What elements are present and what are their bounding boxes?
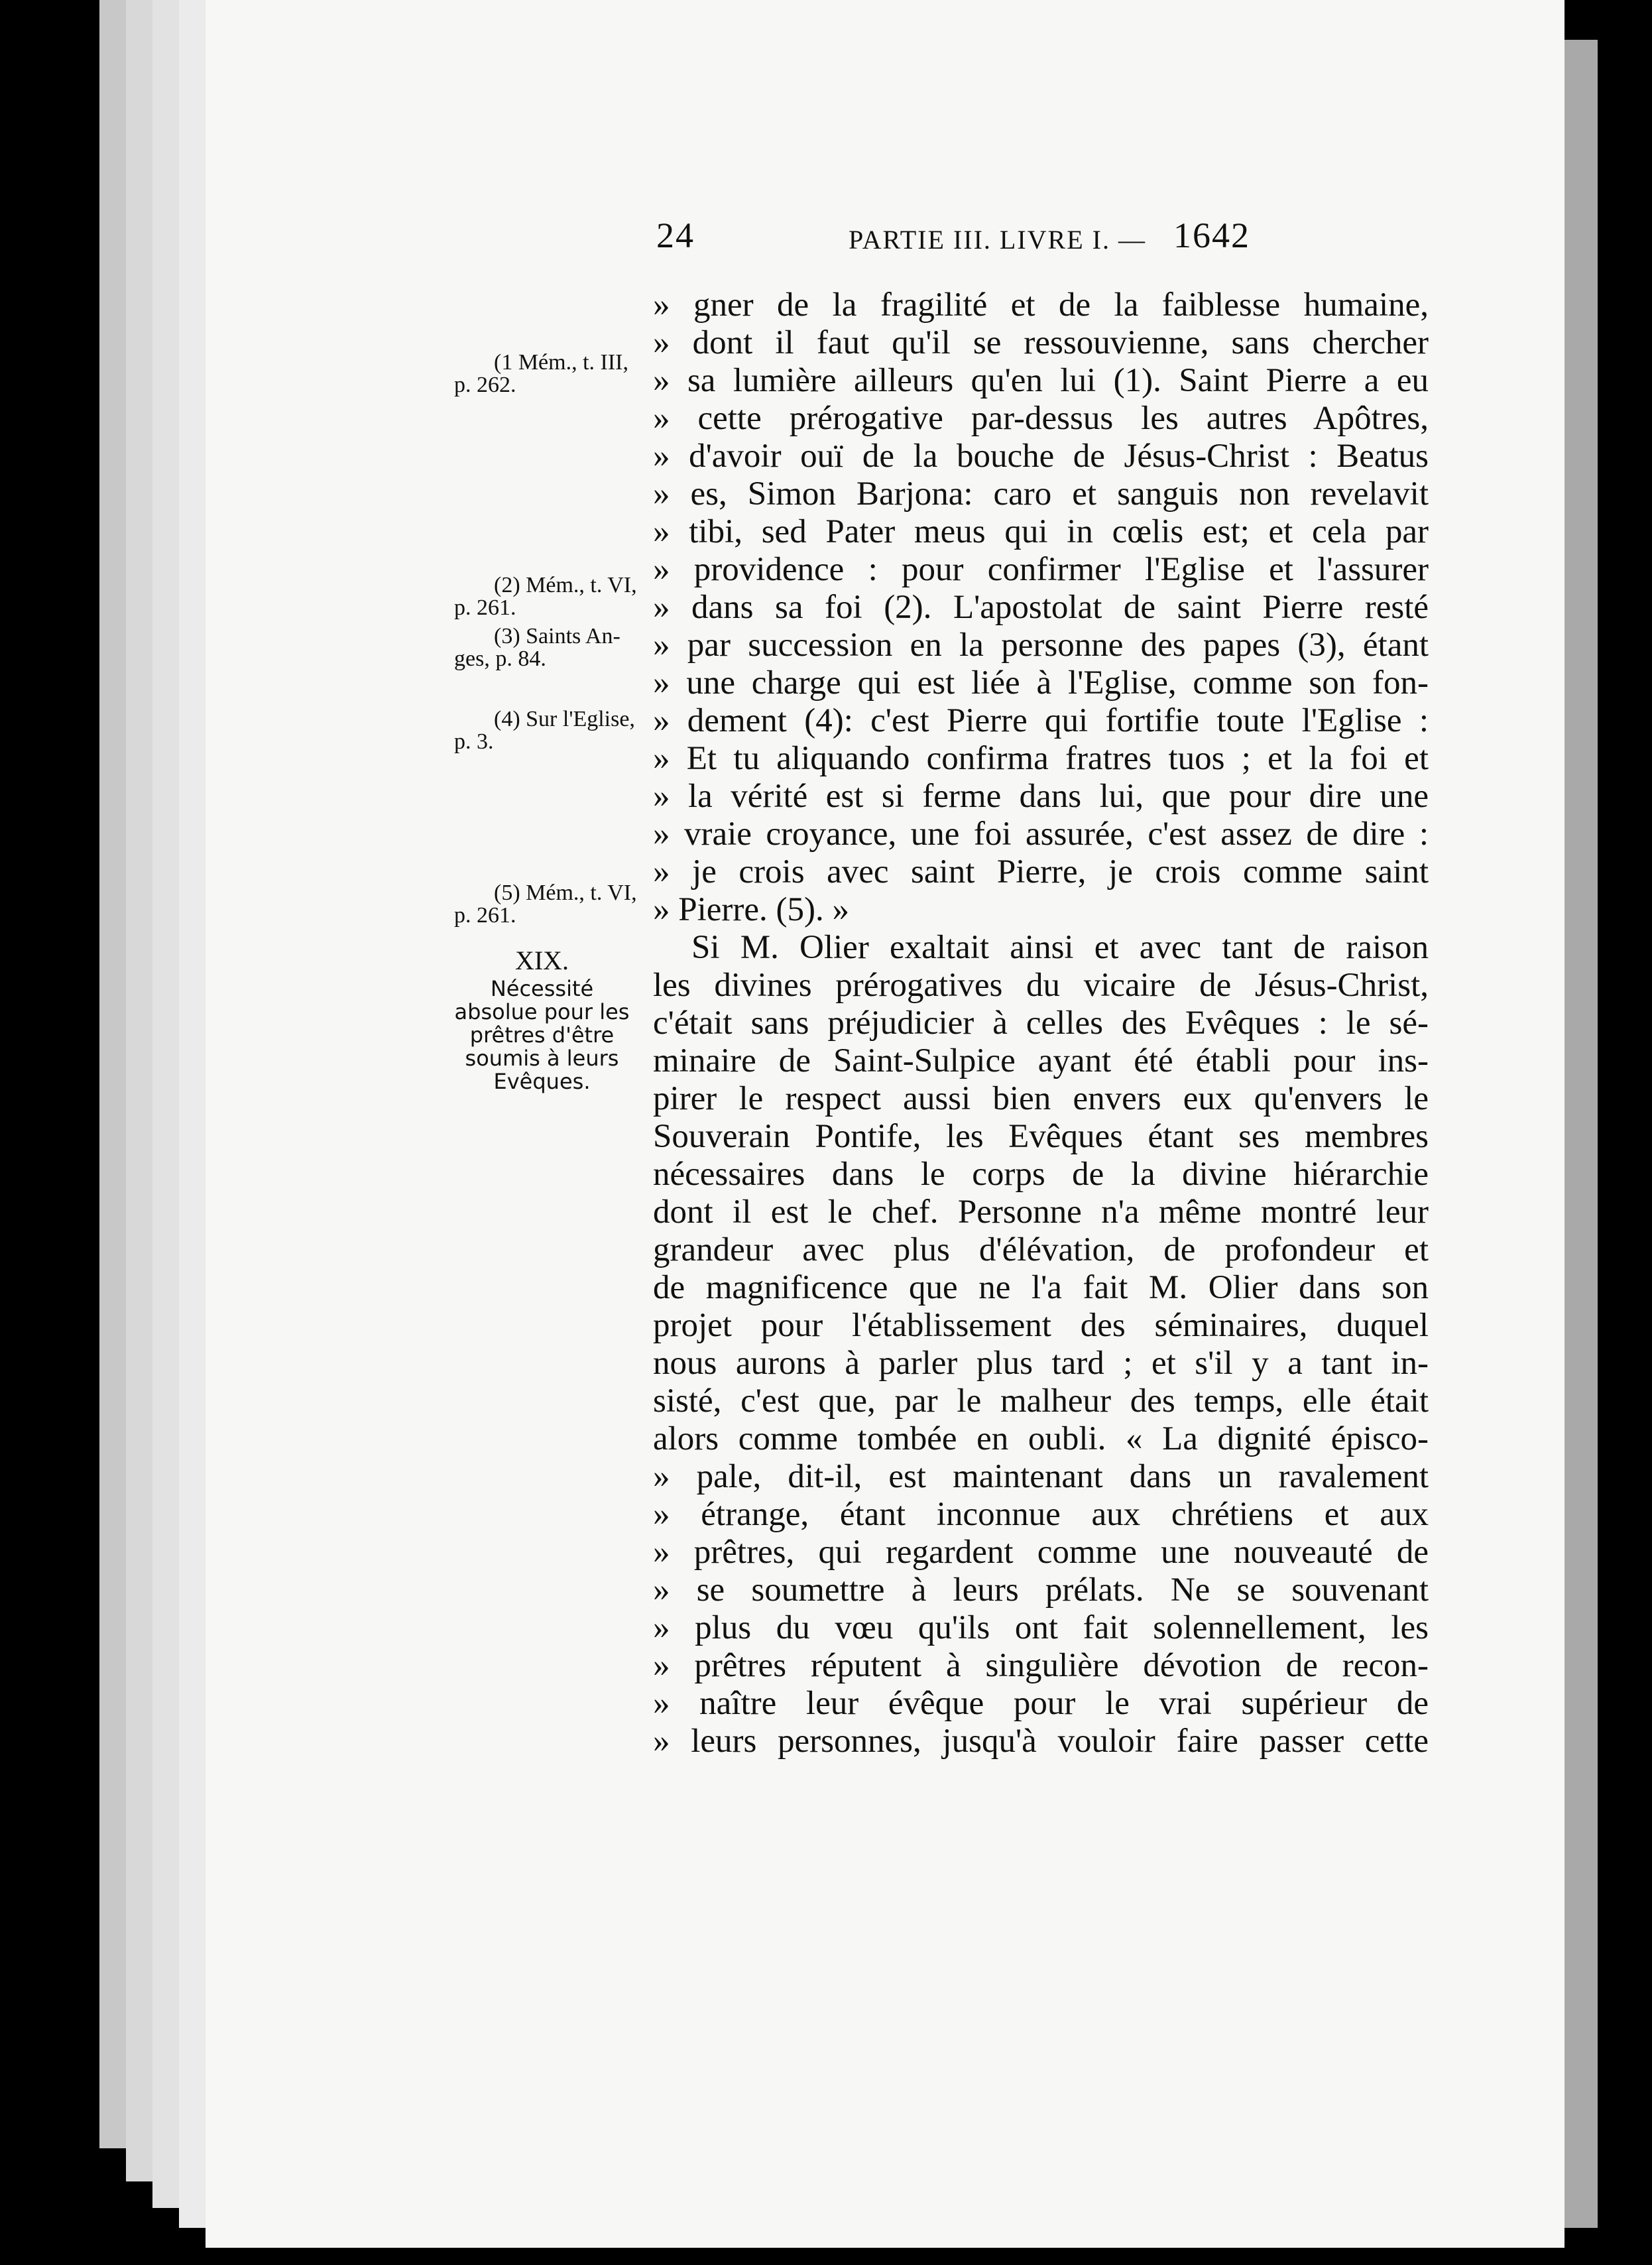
page-edge (126, 0, 152, 2181)
text-line: sisté, c'est que, par le malheur des temps, elle était (653, 1382, 1429, 1420)
text-line: » se soumettre à leurs prélats. Ne se souvenant (653, 1571, 1429, 1609)
text-line: » Pierre. (5). » (653, 891, 849, 928)
text-line: » tibi, sed Pater meus qui in cœlis est; et cela par (653, 513, 1429, 550)
text-line: » dans sa foi (2). L'apostolat de saint Pierre resté (653, 589, 1429, 626)
text-line: projet pour l'établissement des séminaires, duquel (653, 1307, 1429, 1344)
text-line: nous aurons à parler plus tard ; et s'il y a tant in- (653, 1345, 1429, 1382)
text-line: c'était sans préjudicier à celles des Evêques : le sé- (653, 1005, 1429, 1042)
margin-note-3: (3) Saints An- ges, p. 84. (454, 624, 620, 671)
text-line: » étrange, étant inconnue aux chrétiens et aux (653, 1496, 1429, 1533)
margin-note-2: (2) Mém., t. VI, p. 261. (454, 573, 637, 620)
running-header (656, 215, 1253, 265)
text-line: » providence : pour confirmer l'Eglise et l'assurer (653, 551, 1429, 588)
text-line: » naître leur évêque pour le vrai supérieur de (653, 1685, 1429, 1722)
text-line: » Et tu aliquando confirma fratres tuos ; et la foi et (653, 740, 1429, 777)
text-line: » leurs personnes, jusqu'à vouloir faire passer cette (653, 1723, 1429, 1760)
text-line: » d'avoir ouï de la bouche de Jésus-Christ : Beatus (653, 438, 1429, 475)
text-line: » gner de la fragilité et de la faiblesse humaine, (653, 286, 1429, 324)
body-text (653, 286, 1429, 1760)
text-line: dont il est le chef. Personne n'a même montré leur (653, 1194, 1429, 1231)
page-edge (179, 0, 206, 2228)
text-line: grandeur avec plus d'élévation, de profondeur et (653, 1231, 1429, 1268)
section-title: Nécessité absolue pour les prêtres d'être soumis à leurs Evêques. (454, 976, 630, 1094)
text-line: » pale, dit-il, est maintenant dans un ravalement (653, 1458, 1429, 1495)
section-sidenote (454, 946, 630, 1093)
margin-note-4: (4) Sur l'Eglise, p. 3. (454, 707, 635, 754)
text-line: » dement (4): c'est Pierre qui fortifie toute l'Eglise : (653, 702, 1429, 739)
text-line: » vraie croyance, une foi assurée, c'est assez de dire : (653, 816, 1429, 853)
margin-note-5: (5) Mém., t. VI, p. 261. (454, 881, 637, 928)
page-edge (99, 0, 126, 2148)
text-line: » sa lumière ailleurs qu'en lui (1). Saint Pierre a eu (653, 362, 1429, 399)
text-line: » prêtres, qui regardent comme une nouveauté de (653, 1534, 1429, 1571)
text-line: les divines prérogatives du vicaire de Jésus-Christ, (653, 967, 1429, 1004)
text-line: » prêtres réputent à singulière dévotion de recon- (653, 1647, 1429, 1684)
text-line: » je crois avec saint Pierre, je crois comme saint (653, 853, 1429, 890)
text-line: » dont il faut qu'il se ressouvienne, sans chercher (653, 324, 1429, 361)
text-line: nécessaires dans le corps de la divine hiérarchie (653, 1156, 1429, 1193)
text-line: » une charge qui est liée à l'Eglise, comme son fon- (653, 664, 1429, 702)
text-line: » cette prérogative par-dessus les autres Apôtres, (653, 400, 1429, 437)
text-line: » es, Simon Barjona: caro et sanguis non revelavit (653, 475, 1429, 513)
header-year: 1642 (1173, 215, 1250, 255)
text-line: minaire de Saint-Sulpice ayant été établi pour ins- (653, 1042, 1429, 1079)
text-line: Si M. Olier exaltait ainsi et avec tant de raison (691, 929, 1429, 966)
margin-note-1: (1 Mém., t. III, p. 262. (454, 350, 629, 397)
section-number: XIX. (514, 946, 569, 975)
text-line: Souverain Pontife, les Evêques étant ses membres (653, 1118, 1429, 1155)
running-title: PARTIE III. LIVRE I. — (849, 225, 1146, 255)
text-line: » la vérité est si ferme dans lui, que pour dire une (653, 778, 1429, 815)
page-number: 24 (656, 215, 695, 255)
text-line: » plus du vœu qu'ils ont fait solennellement, les (653, 1609, 1429, 1646)
text-line: pirer le respect aussi bien envers eux qu'envers le (653, 1080, 1429, 1117)
page-edge (152, 0, 179, 2208)
text-line: » par succession en la personne des papes (3), étant (653, 627, 1429, 664)
text-line: de magnificence que ne l'a fait M. Olier dans son (653, 1269, 1429, 1306)
text-line: alors comme tombée en oubli. « La dignité épisco- (653, 1420, 1429, 1457)
